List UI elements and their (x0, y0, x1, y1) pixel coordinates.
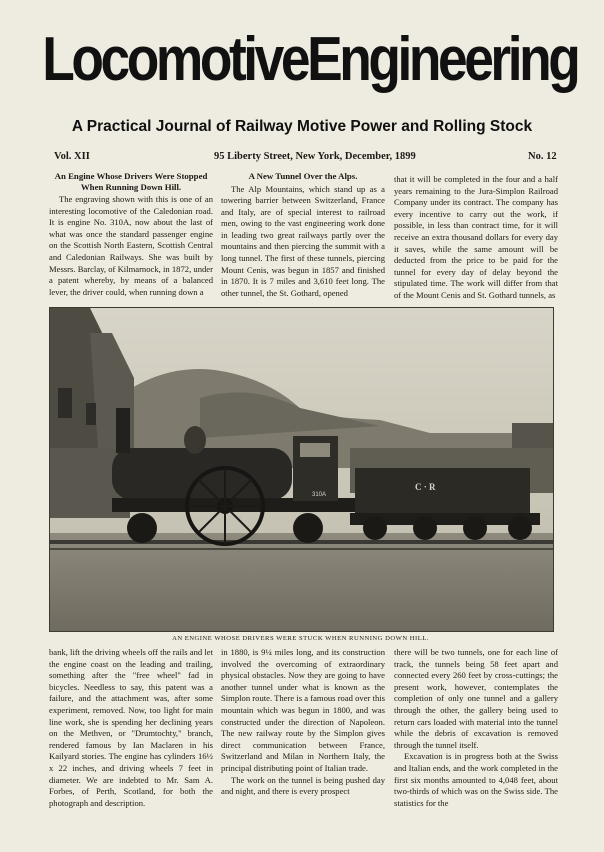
column-2-bottom (221, 647, 385, 798)
issue-info-line (50, 151, 560, 165)
column-3-bottom (394, 647, 558, 809)
issue-number: No. 12 (528, 151, 557, 162)
article-2-col3-top: that it will be completed in the four and a half years remaining to the Jura-Simplon Railroad Company under its contract. The company has every incentive to carry out the work, if possible, in less than contract time, for it will receive an extra thousand dollars for every day it saves, while the same amount will be deducted from the price to be paid for the tunnel for every day of delay beyond the stipulated time. The work will differ from that of the Mount Cenis and St. Gothard tunnels, as (394, 174, 558, 300)
article-2-headline: A New Tunnel Over the Alps. (248, 171, 358, 181)
article-1-continued: bank, lift the driving wheels off the rails and let the engine coast on the leading and trailing, something after the "free wheel" fad in bicycles. Needless to say, this patent was a failure, and the attachment was, after some experiment, removed. Now, too light for main line work, she is spending her declining years on the Methven, or "Drumtochty," branch, rendered famous by Ian Maclaren in his Kailyard stories. The engine has cylinders 16½ x 22 inches, and driving wheels 7 feet in diameter. We are indebted to Mr. Sam A. Forbes, of Perth, Scotland, for both the photograph and description. (49, 647, 213, 808)
article-2-col3-bottom: there will be two tunnels, one for each line of track, the tunnels being 58 feet apart and connected every 260 feet by cross-cuttings; the present work, however, contemplates the completion of only one tunnel and a gallery through the other, the gallery being used to return cars loaded with material into the tunnel while the debris of excavation is removed through the tunnel itself. (394, 647, 558, 750)
column-3-top (394, 174, 558, 302)
chimney (116, 408, 130, 453)
volume-label: Vol. XII (54, 151, 90, 162)
article-2-continued-2: The work on the tunnel is being pushed day and night, and there is every prospect (221, 774, 385, 797)
article-2-col3-bottom-2: Excavation is in progress both at the Swiss and Italian ends, and the work completed in the first six months amounted to 4,048 feet, about two-thirds of which was on the Swiss side. The statistics for the (394, 751, 558, 808)
steam-dome (184, 426, 206, 454)
address-date: 95 Liberty Street, New York, December, 1899 (214, 151, 416, 162)
photo-caption: AN ENGINE WHOSE DRIVERS WERE STUCK WHEN RUNNING DOWN HILL. (172, 635, 429, 642)
article-2-continued: in 1880, is 9¼ miles long, and its construction involved the overcoming of extraordinary physical obstacles. Now they are going to have another tunnel under what is known as the Simplon route. There is a famous road over this mountain which was begun in 1800, and was constructed under the direction of Napoleon. The new railway route by the Simplon gives direct communication between France, Switzerland and Milan in Northern Italy, the principal distributing point of Italian trade. (221, 647, 385, 773)
column-1-bottom (49, 647, 213, 809)
masthead-subtitle: A Practical Journal of Railway Motive Power and Rolling Stock (71, 118, 533, 135)
article-1-headline: An Engine Whose Drivers Were Stopped When Running Down Hill. (54, 171, 208, 192)
article-1-intro: The engraving shown with this is one of an interesting locomotive of the Caledonian road. It is engine No. 310A, now about the last of what was once the standard passenger engine on the Scottish North Eastern, Scottish Central and Caledonian Railways. She was built by Messrs. Barclay, of Kilmarnock, in 1872, under a patent whereby, by means of a balanced lever, the driver could, when running down a (49, 194, 213, 297)
column-1-top (49, 171, 213, 298)
article-2-intro: The Alp Mountains, which stand up as a towering barrier between Switzerland, France and Italy, are of special interest to railroad men, owing to the vast engineering work done in leading two great railways partly over the mountains and then piercing the summit with a long tunnel. The first of these tunnels, piercing Mount Cenis, was begun in 1857 and finished in 1870. It is 7 miles and 3,610 feet long. The other tunnel, the St. Gothard, opened (221, 183, 385, 298)
engine-number-plate: 310A (312, 492, 327, 498)
column-2-top (221, 171, 385, 299)
locomotive-photograph (49, 307, 554, 632)
tender-letters: C · R (415, 482, 436, 492)
masthead-title: LocomotiveEngineering (42, 25, 578, 94)
